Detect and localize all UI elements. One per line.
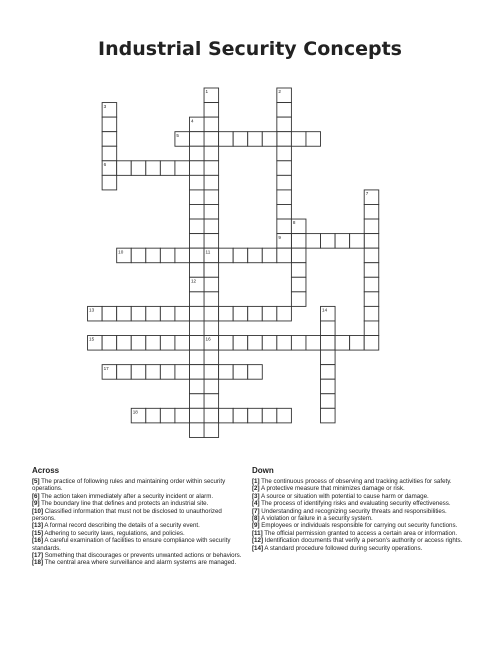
grid-cell[interactable]: [248, 132, 263, 147]
clue-number: [1]: [252, 478, 260, 485]
grid-cell[interactable]: [204, 204, 219, 219]
grid-cell[interactable]: [364, 248, 379, 263]
grid-cell[interactable]: [364, 263, 379, 278]
grid-cell[interactable]: [189, 350, 204, 365]
grid-cell[interactable]: [262, 132, 277, 147]
grid-cell[interactable]: [233, 408, 248, 423]
grid-cell[interactable]: [160, 248, 175, 263]
grid-cell[interactable]: [146, 161, 161, 176]
grid-cell[interactable]: [117, 336, 132, 351]
across-clue: [32, 500, 242, 507]
clue-number: [11]: [252, 529, 263, 537]
grid-cell[interactable]: [131, 306, 146, 321]
grid-cell[interactable]: [277, 161, 292, 176]
cell-number: 5: [176, 132, 179, 138]
grid-cell[interactable]: [204, 408, 219, 423]
grid-cell[interactable]: [102, 117, 117, 132]
grid-cell[interactable]: [102, 146, 117, 161]
grid-cell[interactable]: [364, 234, 379, 249]
across-clue: [32, 522, 242, 529]
grid-cell[interactable]: [277, 117, 292, 132]
grid-cell[interactable]: [321, 379, 336, 394]
grid-cell[interactable]: [233, 336, 248, 351]
grid-cell[interactable]: [189, 219, 204, 234]
clue-number: [17]: [32, 552, 44, 560]
cell-number: 14: [322, 307, 328, 313]
clue-number: [18]: [32, 559, 44, 567]
grid-cell[interactable]: [204, 132, 219, 147]
grid-cell[interactable]: [233, 306, 248, 321]
grid-cell[interactable]: [131, 248, 146, 263]
grid-cell[interactable]: [189, 306, 204, 321]
grid-cell[interactable]: [204, 379, 219, 394]
clue-text: The official permission granted to access a certain area or information.: [262, 529, 458, 537]
grid-cell[interactable]: [291, 248, 306, 263]
grid-cell[interactable]: [204, 321, 219, 336]
grid-cell[interactable]: [204, 190, 219, 205]
grid-cell[interactable]: [219, 248, 234, 263]
grid-cell[interactable]: [189, 190, 204, 205]
grid-cell[interactable]: [233, 365, 248, 380]
grid-cell[interactable]: [160, 306, 175, 321]
clue-number: [9]: [32, 500, 40, 508]
grid-cell[interactable]: [102, 336, 117, 351]
down-clue: [252, 545, 472, 552]
grid-cell[interactable]: [189, 263, 204, 278]
cell-number: 3: [103, 103, 107, 109]
grid-cell[interactable]: [291, 263, 306, 278]
grid-cell[interactable]: [175, 306, 190, 321]
clue-number: [12]: [252, 537, 264, 545]
across-clue: [32, 493, 242, 500]
grid-cell[interactable]: [189, 204, 204, 219]
clue-text: Classified information that must not be disclosed to unauthorized persons.: [32, 507, 222, 523]
grid-cell[interactable]: [277, 132, 292, 147]
cell-number: 10: [118, 249, 124, 255]
grid-cell[interactable]: [321, 234, 336, 249]
grid-cell[interactable]: [102, 306, 117, 321]
cell-number: 7: [365, 191, 369, 197]
down-clue: [252, 537, 472, 544]
grid-cell[interactable]: [262, 336, 277, 351]
grid-cell[interactable]: [364, 204, 379, 219]
grid-cell[interactable]: [117, 161, 132, 176]
grid-cell[interactable]: [189, 336, 204, 351]
clue-text: A formal record describing the details of a security event.: [43, 522, 200, 530]
down-clue: [252, 508, 472, 515]
grid-cell[interactable]: [189, 248, 204, 263]
grid-cell[interactable]: [219, 365, 234, 380]
down-clues: [252, 466, 472, 552]
down-clue: [252, 493, 472, 500]
grid-cell[interactable]: [189, 292, 204, 307]
clue-text: The central area where surveillance and alarm systems are managed.: [43, 559, 237, 567]
grid-cell[interactable]: [175, 336, 190, 351]
grid-cell[interactable]: [204, 292, 219, 307]
down-clue: [252, 485, 472, 492]
cell-number: 16: [205, 336, 211, 342]
grid-cell[interactable]: [262, 408, 277, 423]
cell-number: 11: [205, 249, 211, 255]
grid-cell[interactable]: [160, 408, 175, 423]
grid-cell[interactable]: [189, 321, 204, 336]
grid-cell[interactable]: [146, 408, 161, 423]
clue-number: [7]: [252, 507, 260, 515]
grid-cell[interactable]: [277, 306, 292, 321]
grid-cell[interactable]: [291, 277, 306, 292]
grid-cell[interactable]: [204, 306, 219, 321]
grid-cell[interactable]: [291, 336, 306, 351]
grid-cell[interactable]: [321, 350, 336, 365]
grid-cell[interactable]: [321, 336, 336, 351]
grid-cell[interactable]: [146, 306, 161, 321]
cell-number: 6: [103, 162, 107, 167]
grid-cell[interactable]: [189, 161, 204, 176]
clue-number: [13]: [32, 522, 44, 530]
grid-cell[interactable]: [146, 248, 161, 263]
grid-cell[interactable]: [189, 394, 204, 409]
grid-cell[interactable]: [277, 336, 292, 351]
grid-cell[interactable]: [306, 336, 321, 351]
grid-cell[interactable]: [306, 132, 321, 147]
clue-text: Employees or individuals responsible for carrying out security functions.: [259, 522, 458, 530]
across-clue: [32, 478, 242, 493]
grid-cell[interactable]: [117, 306, 132, 321]
grid-cell[interactable]: [350, 234, 365, 249]
grid-cell[interactable]: [204, 350, 219, 365]
grid-cell[interactable]: [102, 175, 117, 190]
grid-cell[interactable]: [160, 161, 175, 176]
across-clues: [32, 466, 242, 567]
grid-cell[interactable]: [277, 248, 292, 263]
cell-number: 15: [89, 336, 95, 342]
grid-cell[interactable]: [175, 365, 190, 380]
grid-cell[interactable]: [175, 161, 190, 176]
grid-cell[interactable]: [219, 306, 234, 321]
across-clue: [32, 552, 242, 559]
clue-text: A protective measure that minimizes damage or risk.: [259, 485, 405, 493]
cell-number: 1: [205, 89, 209, 95]
clue-text: A standard procedure followed during security operations.: [263, 544, 423, 552]
grid-cell[interactable]: [321, 321, 336, 336]
grid-cell[interactable]: [189, 365, 204, 380]
clue-number: [2]: [252, 485, 260, 493]
grid-cell[interactable]: [233, 132, 248, 147]
grid-cell[interactable]: [189, 379, 204, 394]
grid-cell[interactable]: [277, 204, 292, 219]
grid-cell[interactable]: [277, 146, 292, 161]
clue-text: Identification documents that verify a person's authority or access rights.: [263, 537, 463, 545]
clue-text: Understanding and recognizing security threats and responsibilities.: [259, 507, 447, 515]
grid-cell[interactable]: [117, 365, 132, 380]
clue-number: [4]: [252, 500, 260, 508]
grid-cell[interactable]: [189, 423, 204, 438]
clue-number: [14]: [252, 544, 264, 552]
grid-cell[interactable]: [160, 365, 175, 380]
cell-number: 4: [190, 118, 194, 124]
grid-cell[interactable]: [189, 234, 204, 249]
grid-cell[interactable]: [175, 248, 190, 263]
grid-cell[interactable]: [204, 277, 219, 292]
grid-cell[interactable]: [189, 146, 204, 161]
grid-cell[interactable]: [189, 408, 204, 423]
clue-text: The continuous process of observing and tracking activities for safety.: [259, 478, 452, 485]
grid-cell[interactable]: [219, 336, 234, 351]
down-clue: [252, 515, 472, 522]
across-clue: [32, 537, 242, 552]
grid-cell[interactable]: [364, 292, 379, 307]
grid-cell[interactable]: [233, 248, 248, 263]
down-heading: Down: [252, 466, 274, 475]
grid-cell[interactable]: [204, 365, 219, 380]
grid-cell[interactable]: [291, 132, 306, 147]
clue-number: [3]: [252, 492, 260, 500]
grid-cell[interactable]: [189, 175, 204, 190]
grid-cell[interactable]: [364, 321, 379, 336]
clue-number: [9]: [252, 522, 260, 530]
grid-cell[interactable]: [335, 234, 350, 249]
clue-number: [16]: [32, 537, 44, 545]
grid-cell[interactable]: [364, 306, 379, 321]
cell-number: 13: [89, 307, 95, 313]
clue-text: A violation or failure in a security system.: [259, 515, 373, 523]
cell-number: 8: [292, 220, 296, 226]
cell-number: 12: [190, 278, 197, 284]
grid-cell[interactable]: [102, 132, 117, 147]
grid-cell[interactable]: [248, 336, 263, 351]
clue-text: The action taken immediately after a security incident or alarm.: [39, 492, 214, 500]
across-clue: [32, 559, 242, 566]
grid-cell[interactable]: [204, 219, 219, 234]
grid-cell[interactable]: [204, 175, 219, 190]
grid-cell[interactable]: [131, 365, 146, 380]
clue-number: [5]: [32, 478, 40, 485]
cell-number: 18: [132, 409, 138, 415]
clue-number: [15]: [32, 529, 44, 537]
grid-cell[interactable]: [350, 336, 365, 351]
grid-cell[interactable]: [204, 117, 219, 132]
grid-cell[interactable]: [204, 103, 219, 118]
down-clue: [252, 522, 472, 529]
clue-text: The boundary line that defines and protects an industrial site.: [39, 500, 209, 508]
clue-number: [6]: [32, 492, 40, 500]
grid-cell[interactable]: [306, 234, 321, 249]
clue-text: The practice of following rules and maintaining order within security operations.: [32, 478, 226, 493]
down-clue: [252, 478, 472, 485]
grid-cell[interactable]: [321, 365, 336, 380]
clue-text: A careful examination of facilities to ensure compliance with security standards.: [32, 537, 231, 552]
grid-cell[interactable]: [364, 219, 379, 234]
clue-text: A source or situation with potential to cause harm or damage.: [259, 492, 429, 500]
grid-cell[interactable]: [189, 132, 204, 147]
page-title: Industrial Security Concepts: [98, 38, 402, 60]
grid-cell[interactable]: [291, 234, 306, 249]
grid-cell[interactable]: [175, 408, 190, 423]
grid-cell[interactable]: [204, 234, 219, 249]
grid-cell[interactable]: [146, 365, 161, 380]
grid-cell[interactable]: [321, 408, 336, 423]
grid-cell[interactable]: [277, 219, 292, 234]
grid-cell[interactable]: [248, 408, 263, 423]
grid-cell[interactable]: [248, 365, 263, 380]
down-clue: [252, 500, 472, 507]
grid-cell[interactable]: [364, 277, 379, 292]
across-heading: Across: [32, 466, 60, 475]
grid-cell[interactable]: [204, 146, 219, 161]
grid-cell[interactable]: [248, 248, 263, 263]
grid-cell[interactable]: [131, 161, 146, 176]
grid-cell[interactable]: [146, 336, 161, 351]
grid-cell[interactable]: [204, 423, 219, 438]
grid-cell[interactable]: [160, 336, 175, 351]
cell-number: 9: [278, 234, 281, 240]
grid-cell[interactable]: [204, 394, 219, 409]
grid-cell[interactable]: [204, 263, 219, 278]
grid-cell[interactable]: [277, 175, 292, 190]
grid-cell[interactable]: [219, 132, 234, 147]
down-clue: [252, 530, 472, 537]
grid-cell[interactable]: [291, 292, 306, 307]
grid-cell[interactable]: [204, 161, 219, 176]
cell-number: 17: [103, 365, 109, 371]
clue-text: Something that discourages or prevents unwanted actions or behaviors.: [43, 552, 242, 560]
grid-cell[interactable]: [262, 248, 277, 263]
grid-cell[interactable]: [321, 394, 336, 409]
across-clue: [32, 530, 242, 537]
across-clue: [32, 508, 242, 523]
grid-cell[interactable]: [131, 336, 146, 351]
grid-cell[interactable]: [262, 306, 277, 321]
grid-cell[interactable]: [277, 408, 292, 423]
grid-cell[interactable]: [219, 408, 234, 423]
clue-text: The process of identifying risks and evaluating security effectiveness.: [259, 500, 451, 508]
clue-number: [10]: [32, 507, 44, 515]
grid-cell[interactable]: [364, 336, 379, 351]
grid-cell[interactable]: [277, 190, 292, 205]
clue-number: [8]: [252, 515, 260, 523]
grid-cell[interactable]: [335, 336, 350, 351]
clue-text: Adhering to security laws, regulations, and policies.: [43, 529, 185, 537]
grid-cell[interactable]: [248, 306, 263, 321]
cell-number: 2: [278, 89, 281, 95]
grid-cell[interactable]: [277, 103, 292, 118]
